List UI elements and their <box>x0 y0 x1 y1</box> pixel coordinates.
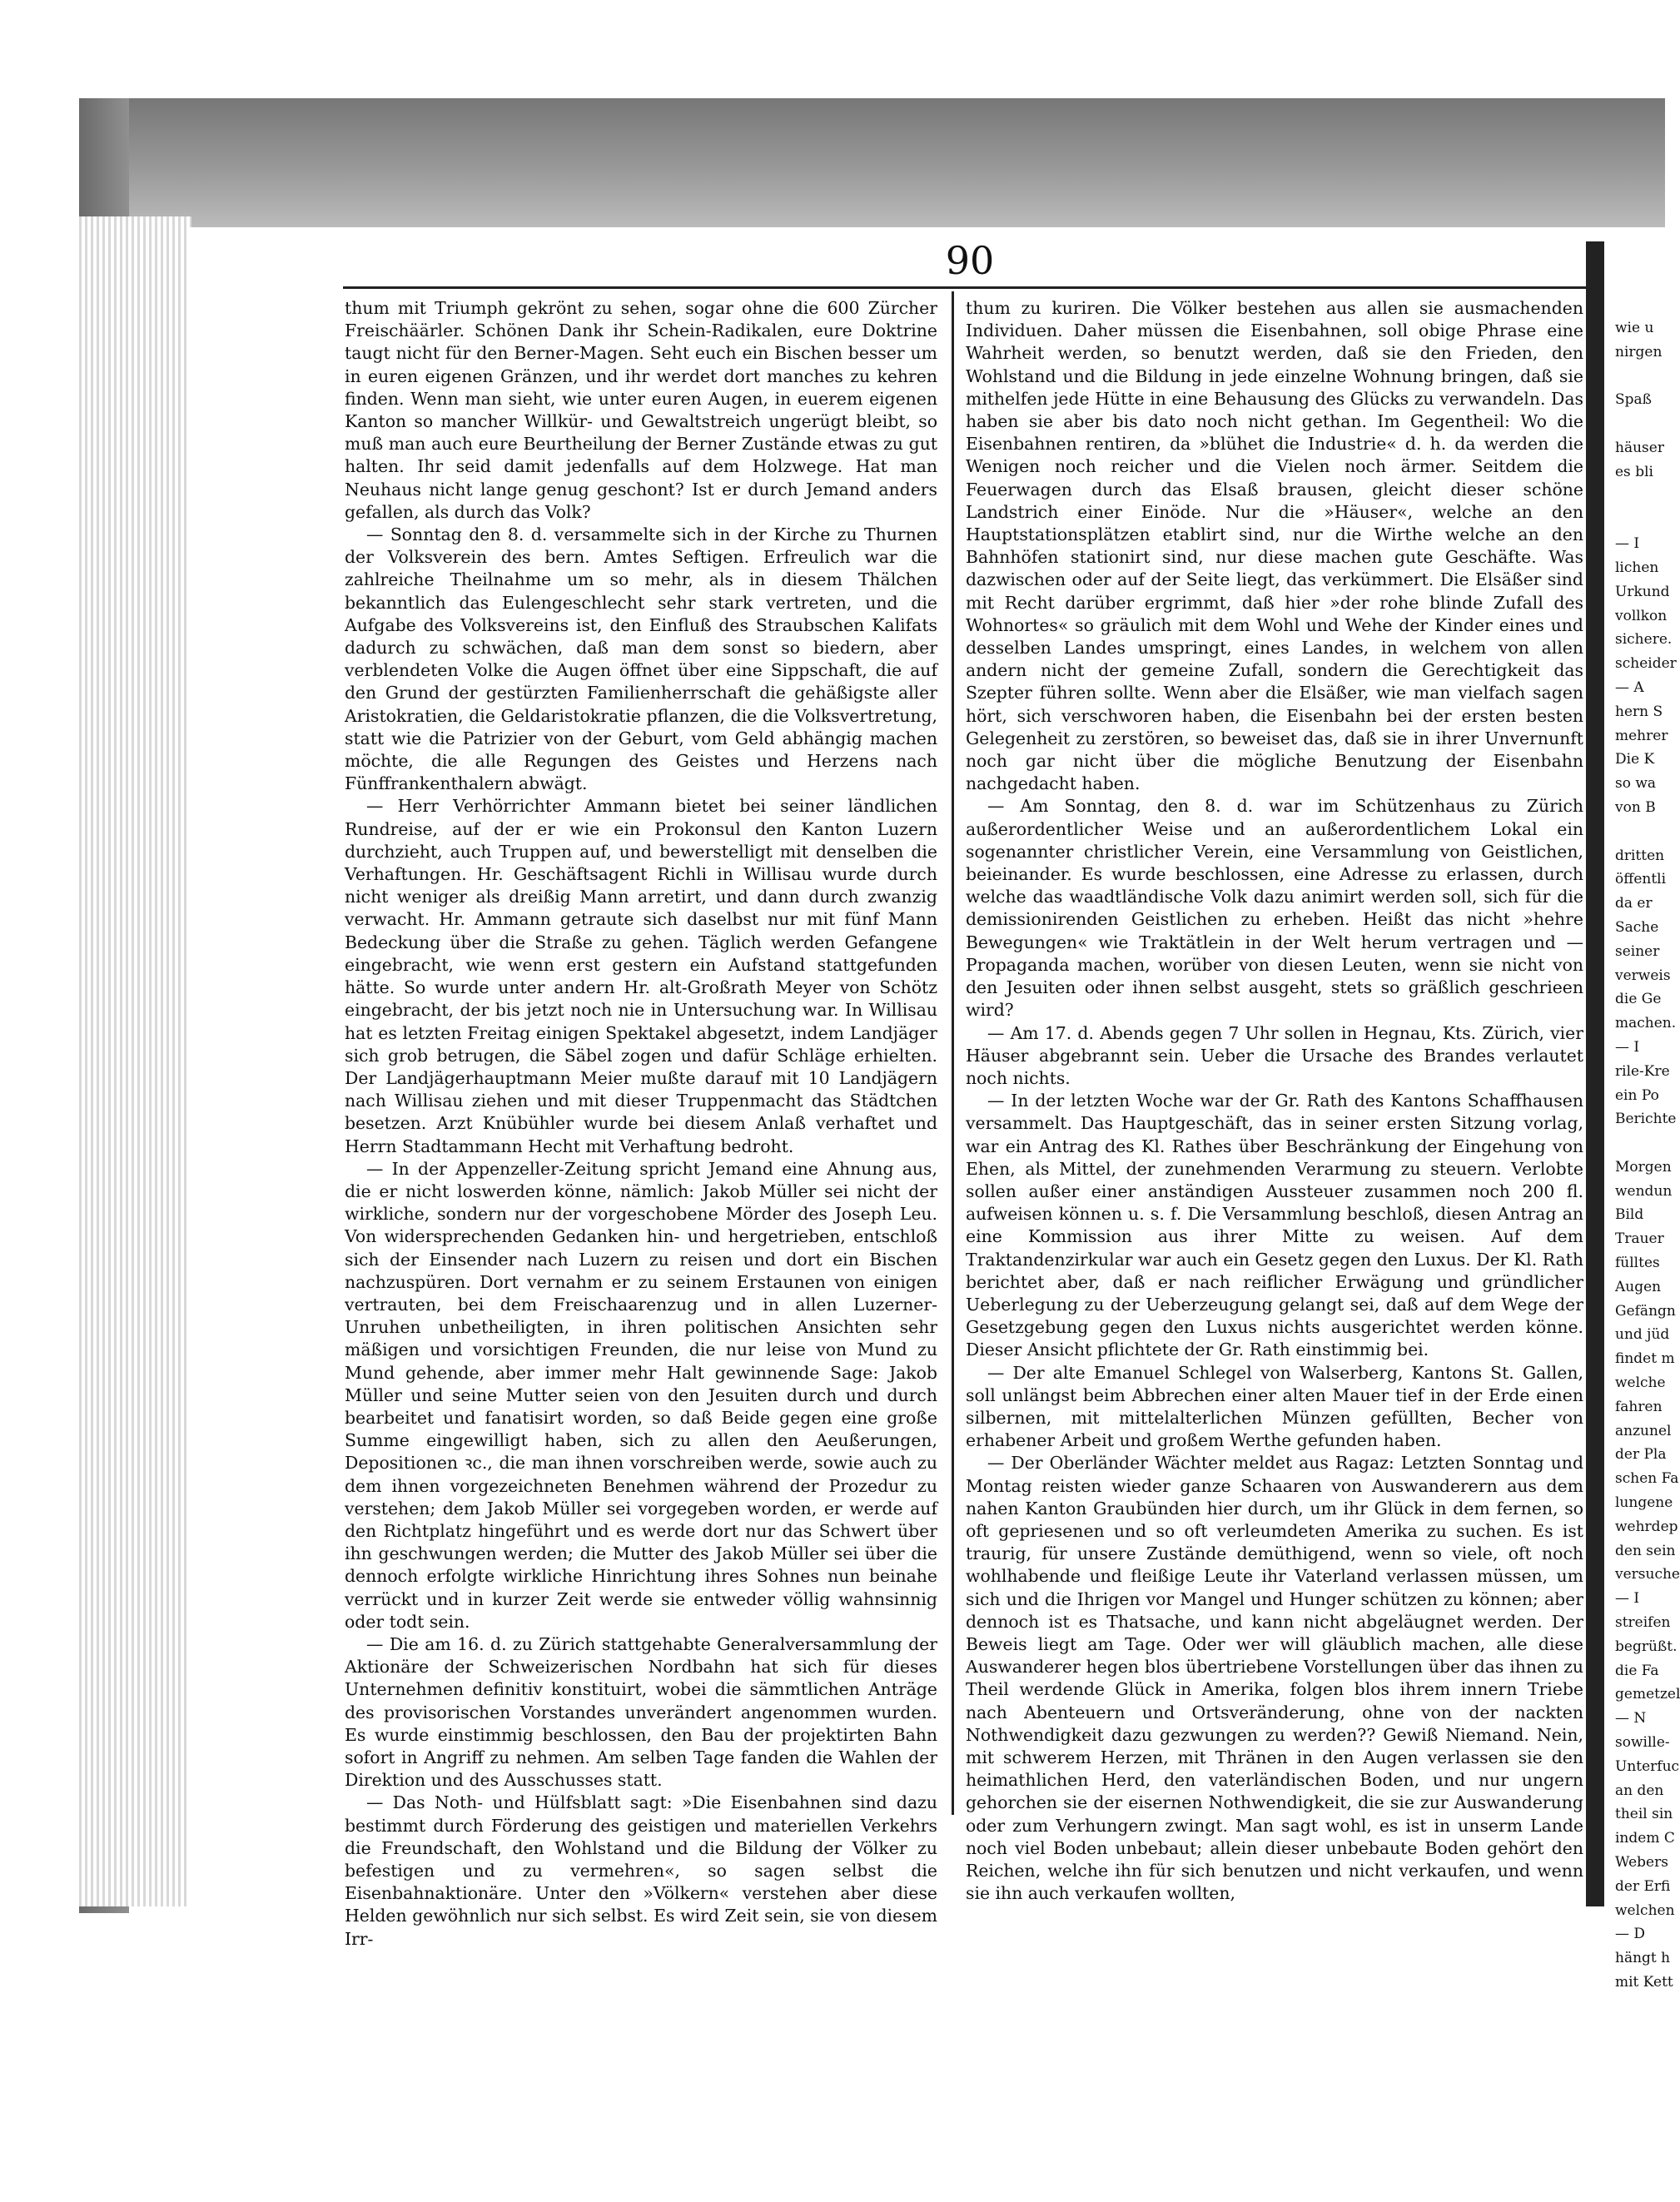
next-page-line: rile-Kre <box>1615 1062 1670 1080</box>
right-column <box>966 297 1583 1904</box>
next-page-line: mit Kett <box>1615 1973 1673 1991</box>
next-page-line <box>1615 1131 1665 1156</box>
next-page-line: lichen <box>1615 559 1659 576</box>
gutter-shadow <box>1586 241 1604 1906</box>
next-page-line: der Erfi <box>1615 1877 1671 1895</box>
article-paragraph: thum zu kuriren. Die Völker bestehen aus allen sie ausmachenden Individuen. Daher müssen die Eisenbahnen, soll obige Phrase eine Wahrheit werden, so benutzt werden, daß sie den Frieden, den Wohlstand und die Bildung in jede einzelne Wohnung bringen, daß sie mithelfen jede Hütte in eine Behausung des Glücks zu verwandeln. Das haben sie aber bis dato noch nicht gethan. Im Gegentheil: Wo die Eisenbahnen rentiren, da »blühet die Industrie« d. h. da werden die Wenigen noch reicher und die Vielen noch ärmer. Seitdem die Feuerwagen durch das Elsaß brausen, gleicht dieser schöne Landstrich einer Einöde. Nur die »Häuser«, welche an den Hauptstationsplätzen etablirt sind, nur die Wirthe welche an den Bahnhöfen stationirt sind, nur diese machen gute Geschäfte. Was dazwischen oder auf der Seite liegt, das verkümmert. Die Elsäßer sind mit Recht darüber ergrimmt, daß hier »der rohe blinde Zufall des Wohnortes« so gräulich mit dem Wohl und Wehe der Kinder eines und desselben Landes umspringt, eines Landes, in welchem von allen andern nicht der gemeine Zufall, sondern die Gerechtigkeit das Szepter führen sollte. Wenn aber die Elsäßer, wie man vielfach sagen hört, sich verschworen haben, die Eisenbahn bei der ersten besten Gelegenheit zu zerstören, so beweiset das, daß sie in ihrer Unvernunft noch gar nicht über die mögliche Benutzung der Eisenbahn nachgedacht haben. <box>966 298 1583 794</box>
next-page-line: theil sin <box>1615 1806 1673 1823</box>
next-page-line: lungene <box>1615 1494 1673 1512</box>
article-paragraph: — Herr Verhörrichter Ammann bietet bei seiner ländlichen Rundreise, auf der er wie ein Prokonsul den Kanton Luzern durchzieht, auch Truppen auf, und bewerstelligt mit denselben die Verhaftungen. Hr. Geschäftsagent Richli in Willisau wurde durch nicht weniger als dreißig Mann arretirt, und dann durch zwanzig verwacht. Hr. Ammann getraute sich daselbst nur mit fünf Mann Bedeckung über die Straße zu gehen. Täglich werden Gefangene eingebracht, wie wenn erst gestern ein Aufstand stattgefunden hätte. So wurde unter andern Hr. alt-Großrath Meyer von Schötz eingebracht, der bis jetzt noch nie in Untersuchung war. In Willisau hat es letzten Freitag einigen Spektakel abgesetzt, indem Landjäger sich grob betrugen, die Säbel zogen und dafür Schläge erhielten. Der Landjägerhauptmann Meier mußte darauf mit 10 Landjägern nach Willisau ziehen und mit dieser Truppenmacht das Städtchen besetzen. Arzt Knübühler wurde bei diesem Anlaß verhaftet und Herrn Stadtammann Hecht mit Verhaftung bedroht. <box>345 796 937 1156</box>
next-page-line: streifen <box>1615 1614 1671 1632</box>
next-page-line: und jüd <box>1615 1326 1670 1344</box>
next-page-line: da er <box>1615 895 1653 912</box>
next-page-line: versuche <box>1615 1566 1680 1583</box>
next-page-line <box>1615 365 1665 389</box>
next-page-line: — I <box>1615 1038 1640 1056</box>
next-page-line: Webers <box>1615 1854 1668 1871</box>
next-page-line: wie u <box>1615 320 1654 336</box>
article-paragraph: — Am 17. d. Abends gegen 7 Uhr sollen in Hegnau, Kts. Zürich, vier Häuser abgebrannt sein. Ueber die Ursache des Brandes verlautet noch nichts. <box>966 1022 1583 1088</box>
scan-background-top <box>79 98 1665 227</box>
next-page-line: verweis <box>1615 967 1671 984</box>
next-page-line: an den <box>1615 1782 1664 1799</box>
next-page-line: welchen <box>1615 1901 1675 1919</box>
next-page-line: es bli <box>1615 463 1653 480</box>
next-page-line: sichere. <box>1615 631 1673 649</box>
next-page-line: Berichte <box>1615 1111 1677 1128</box>
left-column <box>345 297 937 1949</box>
next-page-line: Trauer <box>1615 1230 1664 1248</box>
next-page-line: gemetzel <box>1615 1686 1680 1703</box>
next-page-line: Urkund <box>1615 583 1670 600</box>
next-page-line: — N <box>1615 1710 1647 1727</box>
next-page-line: wendun <box>1615 1182 1673 1200</box>
next-page-line: den sein <box>1615 1542 1676 1559</box>
next-page-line: dritten <box>1615 847 1665 864</box>
next-page-line: Spaß <box>1615 391 1653 409</box>
next-page-line <box>1615 485 1665 509</box>
article-paragraph: — In der letzten Woche war der Gr. Rath des Kantons Schaffhausen versammelt. Das Hauptgeschäft, das in seiner ersten Sitzung vorlag, war ein Antrag des Kl. Rathes über Beschränkung der Eingehung von Ehen, als Mittel, der zunehmenden Verarmung zu steuern. Verlobte sollen außer einer anständigen Aussteuer zusammen noch 200 fl. aufweisen können u. s. f. Die Versammlung beschloß, diesen Antrag an eine Kommission aus ihrer Mitte zu weisen. Auf dem Traktandenzirkular war auch ein Gesetz gegen den Luxus. Der Kl. Rath berichtet aber, daß er nach reiflicher Erwägung und gründlicher Ueberlegung zu der Ueberzeugung gelangt sei, daß auf dem Wege der Gesetzgebung gegen den Luxus nichts ausgerichtet werden könne. Dieser Ansicht pflichtete der Gr. Rath einstimmig bei. <box>966 1091 1583 1360</box>
next-page-line: schen Fa <box>1615 1470 1679 1488</box>
next-page-line: seiner <box>1615 942 1660 960</box>
next-page-line <box>1615 820 1665 844</box>
next-page-line: ein Po <box>1615 1086 1659 1104</box>
article-paragraph: — Der Oberländer Wächter meldet aus Ragaz: Letzten Sonntag und Montag reisten wieder ganze Schaaren von Auswanderern aus dem nahen Kanton Graubünden hier durch, um ihr Glück in dem fernen, so oft gepriesenen und so oft verleumdeten Amerika zu suchen. Es ist traurig, für unsere Zustände demüthigend, wenn so viele, oft noch wohlhabende und fleißige Leute ihr Vaterland verlassen müssen, um sich und die Ihrigen vor Mangel und Hunger schützen zu können; aber dennoch ist es Thatsache, und kann nicht abgeläugnet werden. Der Beweis liegt am Tage. Oder wer will gläublich machen, alle diese Auswanderer hegen blos übertriebene Vorstellungen über das ihnen zu Theil werdende Glück in Amerika, folgen blos ihrem innern Triebe nach Abenteuern und Ortsveränderung, ohne von der nackten Nothwendigkeit dazu gezwungen zu werden?? Gewiß Niemand. Nein, mit schwerem Herzen, mit Thränen in den Augen verlassen sie den heimathlichen Herd, den vaterländischen Boden, und nur ungern gehorchen sie der eisernen Nothwendigkeit, die sie zur Auswanderung oder zum Verhungern zwingt. Man sagt wohl, es ist in unserm Lande noch viel Boden unbebaut; allein dieser unbebaute Boden gehört den Reichen, welche ihn für sich benutzen und nicht verkaufen, und wenn sie ihn auch verkaufen wollten, <box>966 1453 1583 1904</box>
next-page-line: hern S <box>1615 703 1663 720</box>
next-page-line: nirgen <box>1615 343 1663 360</box>
next-page-line: der Pla <box>1615 1446 1667 1464</box>
article-paragraph: — Die am 16. d. zu Zürich stattgehabte Generalversammlung der Aktionäre der Schweizerischen Nordbahn hat sich für dieses Unternehmen definitiv konstituirt, wobei die sämmtlichen Anträge des provisorischen Vorstandes unverändert angenommen wurden. Es wurde einstimmig beschlossen, den Bau der projektirten Bahn sofort in Angriff zu nehmen. Am selben Tage fanden die Wahlen der Direktion und des Ausschusses statt. <box>345 1633 937 1791</box>
next-page-line: scheider <box>1615 655 1677 673</box>
next-page-line: fülltes <box>1615 1255 1660 1272</box>
next-page-line: — D <box>1615 1926 1646 1943</box>
next-page-line: öffentli <box>1615 871 1667 888</box>
page-number: 90 <box>945 238 995 283</box>
next-page-line: hängt h <box>1615 1950 1671 1967</box>
next-page-line: — I <box>1615 1590 1640 1608</box>
header-rule <box>343 286 1588 289</box>
next-page-line: Unterfuc <box>1615 1757 1680 1775</box>
article-paragraph: — Der alte Emanuel Schlegel von Walserberg, Kantons St. Gallen, soll unlängst beim Abbrechen einer alten Mauer tief in der Erde einen silbernen, mit mittelalterlichen Münzen gefüllten, Becher von erhabener Arbeit und großem Werthe gefunden haben. <box>966 1362 1583 1451</box>
next-page-line: welche <box>1615 1374 1666 1392</box>
next-page-line: indem C <box>1615 1830 1675 1847</box>
book-page-edges <box>79 216 191 1906</box>
next-page-line: begrüßt. <box>1615 1638 1678 1655</box>
next-page-line: Gefängn <box>1615 1302 1676 1320</box>
next-page-line: mehrer <box>1615 727 1668 744</box>
next-page-line: wehrdep <box>1615 1518 1678 1535</box>
next-page-line: machen. <box>1615 1015 1677 1032</box>
next-page-line: von B <box>1615 798 1656 816</box>
next-page-line: häuser <box>1615 439 1664 456</box>
next-page-line <box>1615 508 1665 532</box>
next-page-line: Sache <box>1615 918 1659 936</box>
next-page-line: so wa <box>1615 775 1657 793</box>
next-page-line: Bild <box>1615 1206 1644 1224</box>
article-paragraph: — Am Sonntag, den 8. d. war im Schützenhaus zu Zürich außerordentlicher Weise und an außerordentlichem Lokal ein sogenannter christlicher Verein, eine Versammlung von Geistlichen, beieinander. Es wurde beschlossen, eine Adresse zu erlassen, durch welche das waadtländische Volk dazu animirt werden soll, sich für die demissionirenden Geistlichen zu erheben. Heißt das nicht »hehre Bewegungen« wie Traktätlein in der Welt herum vertragen und — Propaganda machen, worüber von diesen Leuten, wenn sie nicht von den Jesuiten oder ihnen selbst ausgeht, stets so gräßlich geschrieen wird? <box>966 796 1583 1021</box>
article-paragraph: — Das Noth- und Hülfsblatt sagt: »Die Eisenbahnen sind dazu bestimmt durch Förderung des geistigen und materiellen Verkehrs die Freundschaft, den Wohlstand und die Bildung der Völker zu befestigen und zu vermehren«, so sagen selbst die Eisenbahnaktionäre. Unter den »Völkern« verstehen aber diese Helden gewöhnlich nur sich selbst. Es wird Zeit sein, sie von diesem Irr- <box>345 1792 937 1949</box>
next-page-line: fahren <box>1615 1398 1663 1415</box>
next-page-line: vollkon <box>1615 607 1668 624</box>
next-page-line: Augen <box>1615 1278 1662 1295</box>
next-page-line: anzunel <box>1615 1422 1672 1439</box>
next-page-line: — A <box>1615 678 1644 696</box>
next-page-line: die Fa <box>1615 1662 1659 1679</box>
next-page-line: — I <box>1615 535 1640 553</box>
next-page-line: sowille- <box>1615 1734 1670 1752</box>
next-page-line: die Ge <box>1615 991 1662 1008</box>
next-page-line: findet m <box>1615 1350 1675 1368</box>
next-page-line: Morgen <box>1615 1158 1672 1176</box>
next-page-line <box>1615 412 1665 436</box>
next-page-line: Die K <box>1615 751 1655 768</box>
article-paragraph: thum mit Triumph gekrönt zu sehen, sogar ohne die 600 Zürcher Freischäärler. Schönen Dank ihr Schein-Radikalen, eure Doktrine taugt nicht für den Berner-Magen. Seht euch ein Bischen besser um in euren eigenen Gränzen, und ihr werdet dort manches zu kehren finden. Wenn man sieht, wie unter euren Augen, in euerem eigenen Kanton so mancher Willkür- und Gewaltstreich ungerügt bleibt, so muß man auch eure Beurtheilung der Berner Zustände etwas zu gut halten. Ihr seid damit jedenfalls auf dem Holzwege. Hat man Neuhaus nicht lange genug geschont? Ist er durch Jemand anders gefallen, als durch das Volk? <box>345 298 937 522</box>
next-page-fragment <box>1615 316 1680 1991</box>
article-paragraph: — Sonntag den 8. d. versammelte sich in der Kirche zu Thurnen der Volksverein des bern. Amtes Seftigen. Erfreulich war die zahlreiche Theilnahme um so mehr, als in diesem Thälchen bekanntlich das Eulengeschlecht sehr stark vertreten, und die Aufgabe des Volksvereins ist, den Einfluß des Straubschen Kalifats dadurch zu schwächen, daß man dem sonst so biedern, aber verblendeten Volke die Augen öffnet über eine Sippschaft, die auf den Grund der gestürzten Familienherrschaft die gehäßigste aller Aristokratien, die Geldaristokratie pflanzen, die die Volksvertretung, statt wie die Patrizier von der Geburt, vom Geld abhängig machen möchte, die alle Regungen des Geistes und Herzens nach Fünffrankenthalern abwägt. <box>345 524 937 794</box>
article-paragraph: — In der Appenzeller-Zeitung spricht Jemand eine Ahnung aus, die er nicht loswerden könne, nämlich: Jakob Müller sei nicht der wirkliche, sondern nur der vorgeschobene Mörder des Joseph Leu. Von widersprechenden Gedanken hin- und hergetrieben, entschloß sich der Einsender nach Luzern zu reisen und dort ein Bischen nachzuspüren. Dort vernahm er zu seinem Erstaunen von einigen vertrauten, bei dem Freischaarenzug und in allen Luzerner-Unruhen unbetheiligten, in ihren politischen Ansichten sehr mäßigen und vorsichtigen Freunden, die nur leise von Mund zu Mund gehende, aber immer mehr Halt gewinnende Sage: Jakob Müller und seine Mutter seien von den Jesuiten durch und durch bearbeitet und fanatisirt worden, so daß Beide gegen eine große Summe eingewilligt haben, sich zu allen den Aeußerungen, Depositionen ꝛc., die man ihnen vorschreiben werde, sowie auch zu dem ihnen vorgezeichneten Benehmen während der Prozedur zu verstehen; dem Jakob Müller sei vorgegeben worden, er werde auf den Richtplatz hingeführt und es werde dort nur das Schwert über ihn geschwungen werden; die Mutter des Jakob Müller sei über die dennoch erfolgte wirkliche Hinrichtung ihres Sohnes nun beinahe verrückt und in kurzer Zeit werde sie entweder völlig wahnsinnig oder todt sein. <box>345 1158 937 1632</box>
column-divider <box>952 291 954 1815</box>
